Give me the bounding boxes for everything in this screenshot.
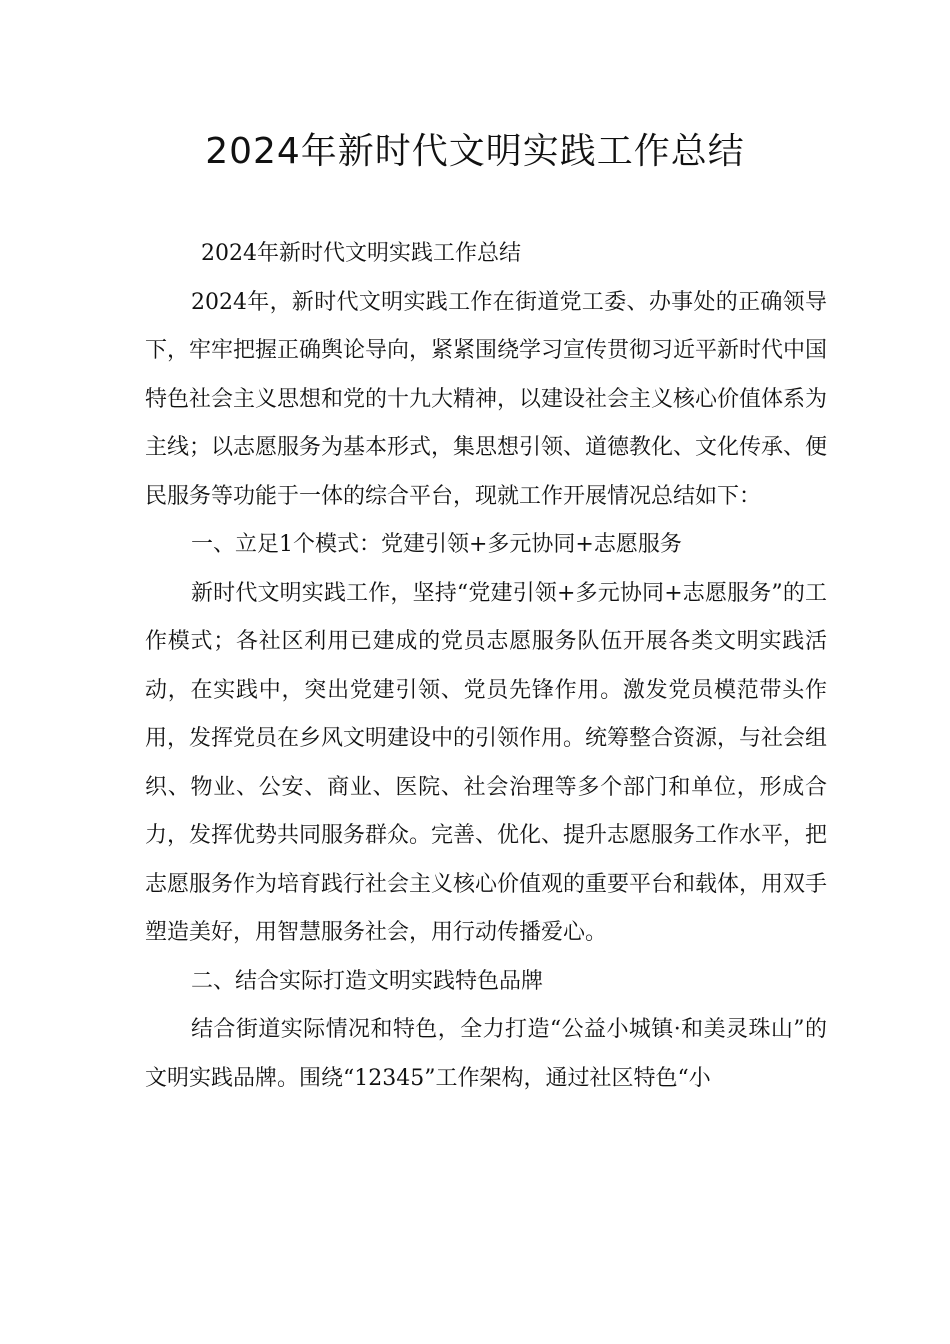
section-heading-2: 二、结合实际打造文明实践特色品牌 [191, 968, 544, 994]
document-subtitle: 2024年新时代文明实践工作总结 [201, 241, 521, 266]
paragraph-section-1: 新时代文明实践工作，坚持“党建引领+多元协同+志愿服务”的工作模式；各社区利用已建成的党员志愿服务队伍开展各类文明实践活动，在实践中，突出党建引领、党员先锋作用。激发党员模范带头作用，发挥党员在乡风文明建设中的引领作用。统筹整合资源，与社会组织、物业、公安、商业、医院、社会治理等多个部门和单位，形成合力，发挥优势共同服务群众。完善、优化、提升志愿服务工作水平，把志愿服务作为培育践行社会主义核心价值观的重要平台和载体，用双手塑造美好，用智慧服务社会，用行动传播爱心。 [145, 580, 828, 945]
section-heading-1: 一、立足1个模式：党建引领+多元协同+志愿服务 [191, 532, 682, 557]
document-body [145, 230, 827, 1103]
paragraph-section-2: 结合街道实际情况和特色，全力打造“公益小城镇·和美灵珠山”的文明实践品牌。围绕“12345”工作架构，通过社区特色“小 [145, 1017, 827, 1091]
paragraph-intro: 2024年，新时代文明实践工作在街道党工委、办事处的正确领导下，牢牢把握正确舆论导向，紧紧围绕学习宣传贯彻习近平新时代中国特色社会主义思想和党的十九大精神，以建设社会主义核心价值体系为主线；以志愿服务为基本形式，集思想引领、道德教化、文化传承、便民服务等功能于一体的综合平台，现就工作开展情况总结如下： [145, 289, 828, 509]
document-title: 2024年新时代文明实践工作总结 [205, 131, 745, 172]
